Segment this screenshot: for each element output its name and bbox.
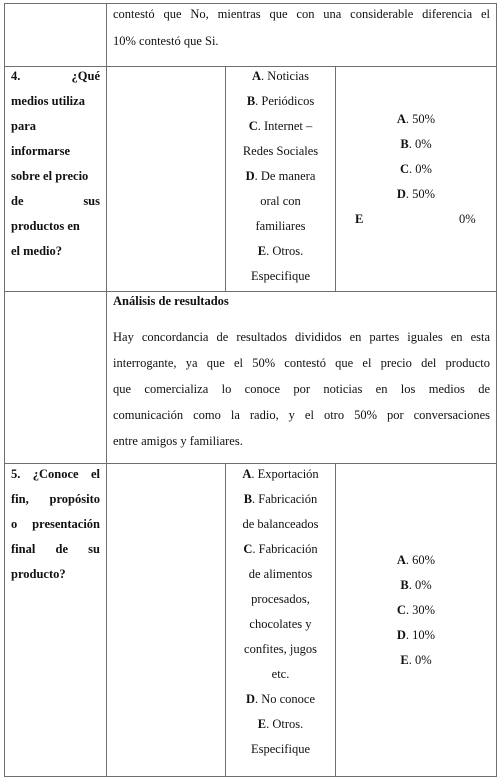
- q4-question-line: sobre el precio: [11, 169, 89, 183]
- q4-options: [226, 64, 335, 289]
- q4-question-line: el medio?: [11, 244, 63, 258]
- analysis-line: que comercializa lo conoce por noticias en los medios de: [113, 382, 490, 396]
- q5-option-continuation: chocolates y: [249, 617, 312, 631]
- q5-option-continuation: de alimentos: [248, 567, 313, 581]
- q4-option: E. Otros.: [257, 244, 304, 258]
- analysis-paragraph: [113, 325, 490, 455]
- q4-question-line: productos en: [11, 219, 80, 233]
- q4-results: [336, 107, 496, 232]
- q5-result: C. 30%: [396, 603, 436, 617]
- q5-option-continuation: procesados,: [251, 592, 310, 606]
- q5-results: [336, 548, 496, 673]
- q5-option-continuation: etc.: [271, 667, 290, 681]
- q4-question-line: 4.: [11, 69, 21, 83]
- q4-result: B. 0%: [400, 137, 432, 151]
- q4-option-continuation: oral con: [260, 194, 301, 208]
- q4-question-line: ¿Qué: [71, 69, 100, 83]
- row-divider-2: [4, 291, 497, 292]
- q4-question-line: sus: [83, 194, 100, 208]
- q5-question-line: fin, propósito: [11, 492, 100, 506]
- q4-result: E 0%: [355, 212, 476, 226]
- column-divider-1: [106, 3, 107, 777]
- q4-question-line: de: [11, 194, 24, 208]
- q5-result: E. 0%: [400, 653, 432, 667]
- q4-option: B. Periódicos: [246, 94, 315, 108]
- q5-option: B. Fabricación: [243, 492, 318, 506]
- q5-option: D. No conoce: [245, 692, 316, 706]
- q4-result: A. 50%: [396, 112, 436, 126]
- q5-option-continuation: de balanceados: [242, 517, 319, 531]
- q5-option-continuation: Especifique: [250, 742, 310, 756]
- table-border-bottom: [4, 776, 497, 777]
- q5-question-line: producto?: [11, 567, 66, 581]
- q4-result: C. 0%: [400, 162, 432, 176]
- q5-option: A. Exportación: [242, 467, 319, 481]
- analysis-line: Hay concordancia de resultados divididos en partes iguales en esta: [113, 330, 490, 344]
- q4-question-line: informarse: [11, 144, 71, 158]
- q5-option: C. Fabricación: [243, 542, 318, 556]
- analysis-line: entre amigos y familiares.: [113, 434, 243, 448]
- table-border-left: [4, 3, 5, 777]
- q4-option: A. Noticias: [252, 69, 309, 83]
- q4-option-continuation: Redes Sociales: [242, 144, 319, 158]
- q4-option: D. De manera: [245, 169, 316, 183]
- q5-question-line: 5. ¿Conoce el: [11, 467, 100, 481]
- intro-line: 10% contestó que Si.: [113, 34, 219, 48]
- q5-options: [226, 462, 335, 762]
- q5-question-line: o presentación: [11, 517, 100, 531]
- q5-result: B. 0%: [400, 578, 432, 592]
- q5-result: D. 10%: [396, 628, 436, 642]
- q4-question-line: medios utiliza: [11, 94, 85, 108]
- q4-option-continuation: familiares: [255, 219, 306, 233]
- q4-option: C. Internet –: [248, 119, 313, 133]
- table-border-right: [496, 3, 497, 777]
- q5-option-continuation: confites, jugos: [244, 642, 317, 656]
- q4-result: D. 50%: [396, 187, 436, 201]
- q5-result: A. 60%: [396, 553, 436, 567]
- analysis-line: comunicación como la radio, y el otro 50% por conversaciones: [113, 408, 490, 422]
- intro-line: contestó que No, mientras que con una considerable diferencia el: [113, 7, 490, 21]
- q5-option: E. Otros.: [257, 717, 304, 731]
- analysis-title: Análisis de resultados: [113, 294, 229, 308]
- q5-question: [11, 462, 100, 587]
- q4-option-continuation: Especifique: [250, 269, 310, 283]
- analysis-line: interrogante, ya que el 50% contestó que el precio del producto: [113, 356, 490, 370]
- q5-question-line: final de su: [11, 542, 100, 556]
- intro-paragraph: [113, 2, 490, 54]
- q4-question-line: para: [11, 119, 36, 133]
